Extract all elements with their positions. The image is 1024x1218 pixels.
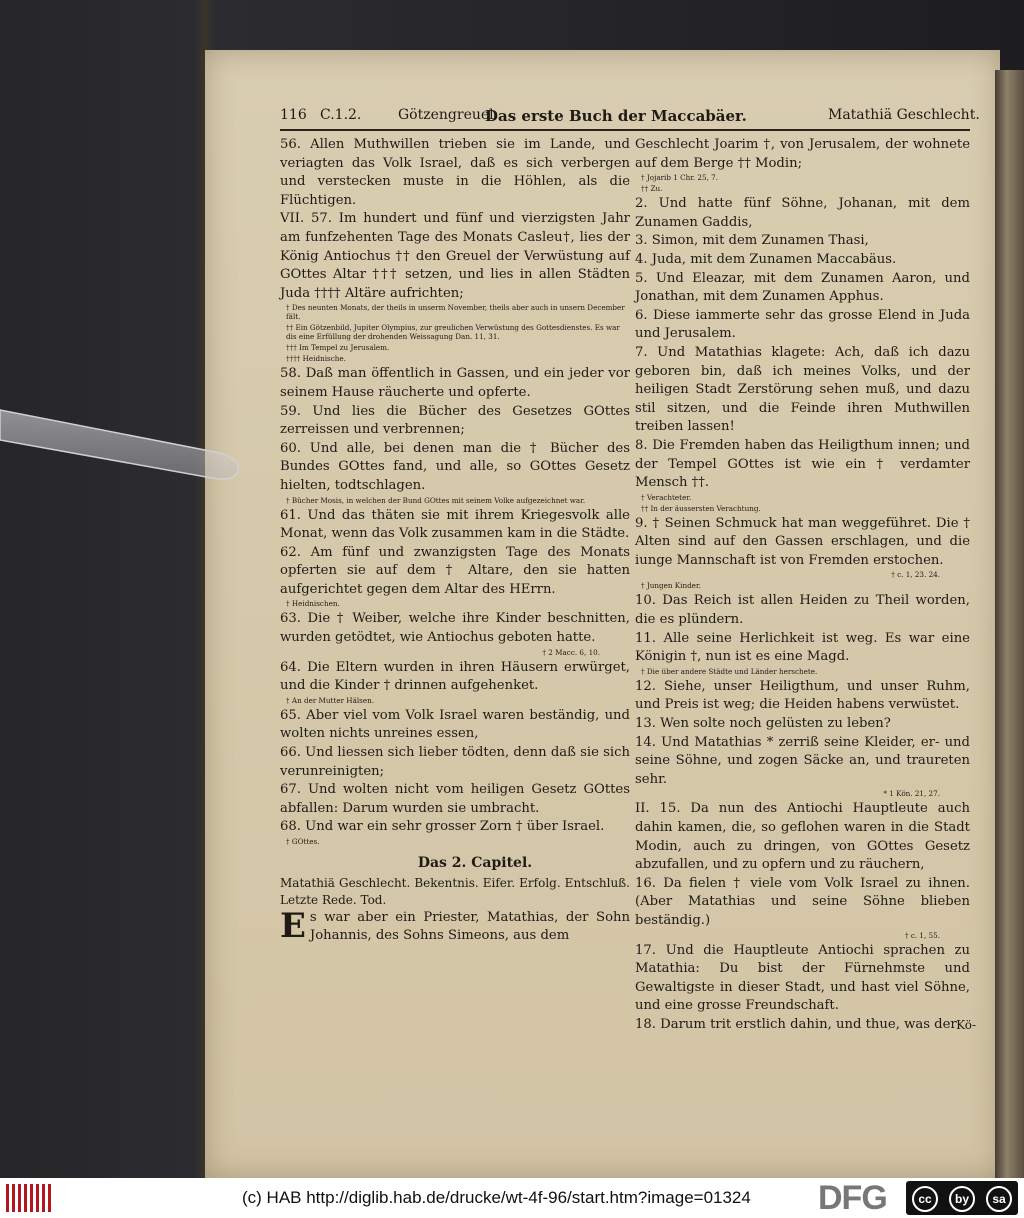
right-verse: 16. Da fielen † viele vom Volk Israel zu ihnen. (Aber Matathias und seine Söhne blieben beständig.) — [635, 875, 970, 928]
right-verse: 13. Wen solte noch gelüsten zu leben? — [635, 716, 891, 732]
left-footnote: ††† Im Tempel zu Jerusalem. — [286, 343, 390, 353]
page-number: 116 — [280, 107, 307, 123]
left-footnote: † Heidnischen. — [286, 599, 340, 609]
cc-icon: cc — [912, 1186, 938, 1212]
left-verse: 64. Die Eltern wurden in ihren Häusern erwürget, und die Kinder † drinnen aufgehenket. — [280, 659, 630, 694]
header-topic: Matathiä Geschlecht. — [828, 107, 980, 123]
right-verse: 11. Alle seine Herlichkeit ist weg. Es war eine Königin †, nun ist es eine Magd. — [635, 630, 970, 665]
right-verse: 9. † Seinen Schmuck hat man weggeführet. Die † Alten sind auf den Gassen erschlagen, und die iunge Mannschaft ist von Fremden erstochen. — [635, 515, 970, 568]
footer-bar — [0, 1178, 1024, 1218]
right-verse: II. 15. Da nun des Antiochi Hauptleute auch dahin kamen, die, so geflohen waren in die Stadt Modin, auch zu dringen, von GOttes Gesetz abzufallen, und zu opfern und zu räuchern, — [635, 801, 970, 873]
citation-link[interactable]: (c) HAB http://diglib.hab.de/drucke/wt-4f-96/start.htm?image=01324 — [242, 1188, 751, 1207]
right-footnote: † c. 1, 55. — [904, 930, 940, 940]
left-verse: 62. Am fünf und zwanzigsten Tage des Monats opferten sie auf dem † Altare, den sie hatten aufgerichtet gegen dem Altar des HErrn. — [280, 544, 630, 597]
left-verse: 60. Und alle, bei denen man die † Bücher des Bundes GOttes fand, und alle, so GOttes Gesetz hielten, todtschlagen. — [280, 440, 630, 493]
right-footnote: †† In der äussersten Verachtung. — [641, 503, 761, 513]
hab-logo-icon — [6, 1184, 51, 1212]
sa-icon: sa — [986, 1186, 1012, 1212]
drop-cap: E — [280, 905, 306, 946]
running-header — [280, 107, 980, 131]
right-verse: 17. Und die Hauptleute Antiochi sprachen zu Matathia: Du bist der Fürnehmste und Gewaltigste in dieser Stadt, und hast viel Söhne, und eine grosse Freundschaft. — [635, 942, 970, 1014]
chapter-opening — [280, 905, 630, 946]
left-column-text — [280, 136, 630, 846]
left-footnote: † Bücher Mosis, in welchen der Bund GOttes mit seinem Volke aufgezeichnet war. — [286, 495, 586, 505]
book-page — [205, 50, 1000, 1178]
right-verse: 2. Und hatte fünf Söhne, Johanan, mit dem Zunamen Gaddis, — [635, 196, 970, 230]
right-footnote: †† Zu. — [641, 184, 663, 194]
right-column — [635, 136, 970, 1035]
right-footnote: † Die über andere Städte und Länder herschete. — [641, 666, 818, 676]
cc-license-badge[interactable] — [906, 1181, 1018, 1215]
right-footnote: † Verachteter. — [641, 492, 692, 502]
left-footnote: † Des neunten Monats, der theils in unserm November, theils aber auch in unsern December fält. — [286, 303, 625, 322]
left-verse: 68. Und war ein sehr grosser Zorn † über Israel. — [280, 819, 605, 835]
chapter-summary: Matathiä Geschlecht. Bekentnis. Eifer. Erfolg. Entschluß. Letzte Rede. Tod. — [280, 875, 630, 907]
catchword: Kö- — [956, 1018, 976, 1032]
left-verse: VII. 57. Im hundert und fünf und vierzigsten Jahr am funfzehenten Tage des Monats Casleu†, lies der König Antiochus †† den Greuel der Verwüstung auf GOttes Altar ††† setzen, und lies in allen Städten Juda †††† Altäre aufrichten; — [280, 211, 630, 301]
book-title: Das erste Buch der Maccabäer. — [485, 107, 747, 125]
right-verse: 6. Diese iammerte sehr das grosse Elend in Juda und Jerusalem. — [635, 307, 970, 342]
left-footnote: † GOttes. — [286, 837, 320, 846]
next-page-edge — [995, 70, 1024, 1178]
left-footnote: †† Ein Götzenbild, Jupiter Olympius, zur greulichen Verwüstung des Gottesdienstes. Es war dis eine Erfüllung der drohenden Weissagung Dan. 11, 31. — [286, 323, 620, 342]
right-verse: 8. Die Fremden haben das Heiligthum innen; und der Tempel GOttes ist wie ein † verdamter Mensch ††. — [635, 437, 970, 491]
right-verse: 4. Juda, mit dem Zunamen Maccabäus. — [635, 251, 897, 267]
left-verse: 65. Aber viel vom Volk Israel waren beständig, und wolten nichts unreines essen, — [280, 707, 630, 742]
dfg-logo: DFG — [818, 1179, 887, 1217]
right-column-text — [635, 136, 970, 1035]
right-verse: 10. Das Reich ist allen Heiden zu Theil worden, die es plündern. — [635, 593, 970, 628]
right-footnote: † Jojarib 1 Chr. 25, 7. — [641, 173, 718, 183]
chapter-opening-text: s war aber ein Priester, Matathias, der Sohn Johannis, des Sohns Simeons, aus dem — [309, 909, 630, 944]
left-verse: 63. Die † Weiber, welche ihre Kinder beschnitten, wurden getödtet, wie Antiochus geboten hatte. — [280, 611, 630, 646]
right-verse: 3. Simon, mit dem Zunamen Thasi, — [635, 233, 869, 249]
right-verse: 18. Darum trit erstlich dahin, und thue, was der — [635, 1016, 957, 1032]
right-footnote: * 1 Kön. 21, 27. — [883, 789, 940, 799]
left-footnote: † An der Mutter Hälsen. — [286, 695, 375, 705]
left-verse: 56. Allen Muthwillen trieben sie im Lande, und veriagten das Volk Israel, daß es sich verbergen und verstecken muste in die Höhlen, als die Flüchtigen. — [280, 137, 630, 208]
left-column — [280, 136, 630, 946]
right-verse: Geschlecht Joarim †, von Jerusalem, der wohnete auf dem Berge †† Modin; — [635, 137, 970, 171]
left-verse: 61. Und das thäten sie mit ihrem Kriegesvolk alle Monat, wenn das Volk zusammen kam in die Städte. — [280, 507, 630, 542]
left-footnote: †††† Heidnische. — [286, 354, 346, 364]
right-footnote: † c. 1, 23. 24. — [891, 570, 940, 580]
section-marker: C.1.2. — [320, 107, 362, 123]
right-verse: 5. Und Eleazar, mit dem Zunamen Aaron, und Jonathan, mit dem Zunamen Apphus. — [635, 270, 970, 305]
left-verse: 66. Und liessen sich lieber tödten, denn daß sie sich verunreinigten; — [280, 745, 630, 779]
header-keyword: Götzengreuel. — [398, 107, 499, 123]
left-footnote: † 2 Macc. 6, 10. — [542, 647, 600, 657]
by-icon: by — [949, 1186, 975, 1212]
left-verse: 58. Daß man öffentlich in Gassen, und ein jeder vor seinem Hause räucherte und opferte. — [280, 366, 630, 400]
right-footnote: † Jungen Kinder. — [641, 581, 701, 591]
right-verse: 14. Und Matathias * zerriß seine Kleider, er- und seine Söhne, und zogen Säcke an, und traureten sehr. — [635, 734, 970, 787]
left-verse: 59. Und lies die Bücher des Gesetzes GOttes zerreissen und verbrennen; — [280, 403, 630, 438]
chapter-title: Das 2. Capitel. — [417, 855, 533, 871]
right-verse: 7. Und Matathias klagete: Ach, daß ich dazu geboren bin, daß ich meines Volks, und der heiligen Stadt Zerstörung sehen muß, und dazu stil sitzen, und die Feinde ihren Muthwillen treiben lassen! — [635, 344, 970, 435]
right-verse: 12. Siehe, unser Heiligthum, und unser Ruhm, und Preis ist weg; die Heiden habens verwüstet. — [635, 678, 970, 713]
left-verse: 67. Und wolten nicht vom heiligen Gesetz GOttes abfallen: Darum wurden sie umbracht. — [280, 782, 630, 816]
